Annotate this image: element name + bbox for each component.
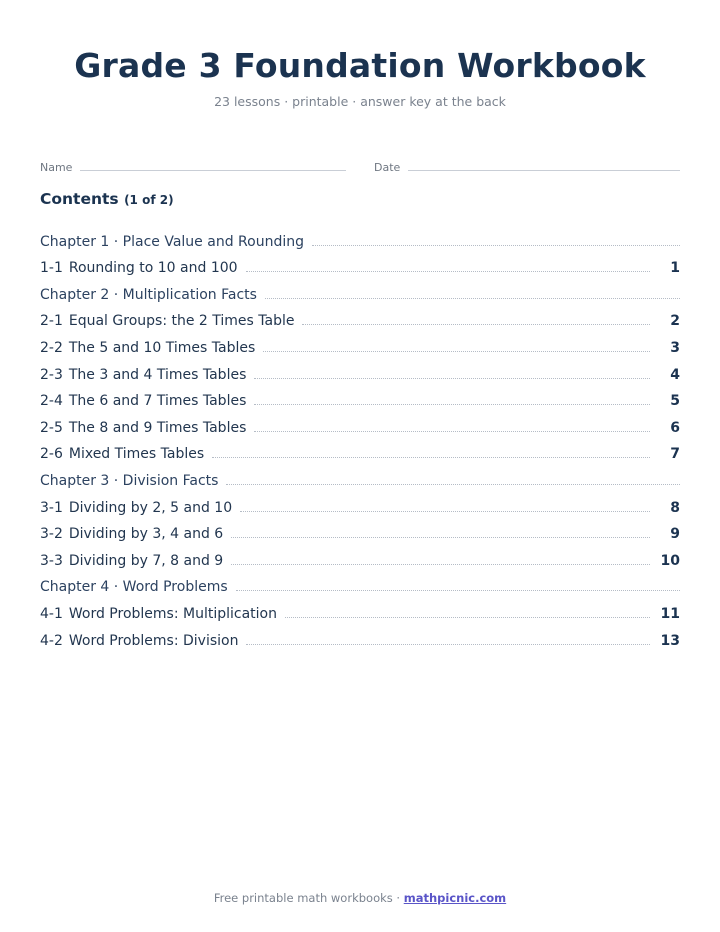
toc-lesson-number: 3-1 — [40, 499, 63, 516]
toc-lesson-row — [40, 543, 680, 570]
workbook-subtitle: 23 lessons · printable · answer key at the back — [214, 94, 506, 109]
toc-chapter-title: Chapter 2 · Multiplication Facts — [40, 286, 257, 303]
toc-dot-leader — [231, 564, 650, 565]
toc-lesson-title — [40, 259, 238, 277]
toc-lesson-number: 2-2 — [40, 339, 63, 356]
toc-chapter-title: Chapter 4 · Word Problems — [40, 579, 228, 596]
toc-page-number: 1 — [670, 260, 680, 277]
name-date-fields — [40, 160, 680, 176]
toc-lesson-label: Dividing by 7, 8 and 9 — [68, 552, 224, 569]
toc-chapter-row — [40, 463, 680, 490]
name-field — [40, 160, 346, 174]
toc-dot-leader — [254, 431, 650, 432]
toc-lesson-title — [40, 392, 246, 410]
toc-lesson-row — [40, 410, 680, 437]
toc-lesson-row — [40, 437, 680, 464]
toc-page-number: 3 — [670, 339, 680, 356]
toc-page-number: 2 — [670, 313, 680, 330]
toc-dot-leader — [254, 404, 650, 405]
toc-dot-leader — [212, 457, 650, 458]
toc-lesson-number: 2-3 — [40, 366, 63, 383]
table-of-contents — [40, 224, 680, 650]
toc-lesson-title — [40, 632, 238, 650]
toc-lesson-row — [40, 330, 680, 357]
name-line — [80, 170, 346, 171]
contents-heading — [40, 190, 174, 208]
toc-lesson-row — [40, 304, 680, 331]
toc-lesson-title — [40, 499, 232, 517]
toc-page-number: 11 — [660, 605, 680, 622]
toc-lesson-number: 1-1 — [40, 260, 63, 277]
toc-lesson-title — [40, 339, 255, 357]
toc-chapter-row — [40, 277, 680, 304]
date-line — [408, 170, 680, 171]
toc-dot-leader — [285, 617, 650, 618]
toc-lesson-row — [40, 384, 680, 411]
toc-dot-leader — [263, 351, 650, 352]
footer — [0, 891, 720, 905]
toc-dot-leader — [312, 245, 680, 246]
toc-lesson-label: The 3 and 4 Times Tables — [68, 366, 247, 383]
toc-lesson-number: 3-2 — [40, 526, 63, 543]
toc-lesson-row — [40, 251, 680, 278]
toc-lesson-title — [40, 312, 294, 330]
toc-chapter-row — [40, 570, 680, 597]
toc-lesson-label: Dividing by 2, 5 and 10 — [68, 499, 233, 516]
toc-lesson-number: 4-2 — [40, 632, 63, 649]
toc-dot-leader — [231, 537, 650, 538]
toc-page-number: 10 — [660, 552, 680, 569]
footer-text: Free printable math workbooks · — [213, 891, 404, 905]
contents-page-indicator: (1 of 2) — [124, 193, 174, 207]
toc-lesson-number: 2-5 — [40, 419, 63, 436]
toc-lesson-label: Word Problems: Multiplication — [68, 605, 277, 622]
toc-lesson-row — [40, 490, 680, 517]
toc-lesson-title — [40, 605, 277, 623]
toc-dot-leader — [265, 298, 680, 299]
toc-lesson-label: The 5 and 10 Times Tables — [68, 339, 256, 356]
toc-page-number: 4 — [670, 366, 680, 383]
toc-lesson-label: Rounding to 10 and 100 — [68, 260, 238, 277]
toc-lesson-title — [40, 366, 246, 384]
toc-lesson-label: Word Problems: Division — [68, 632, 239, 649]
toc-lesson-label: The 8 and 9 Times Tables — [68, 419, 247, 436]
date-label: Date — [374, 161, 401, 174]
toc-dot-leader — [302, 324, 650, 325]
date-field — [374, 160, 680, 174]
toc-lesson-row — [40, 623, 680, 650]
toc-page-number: 9 — [670, 526, 680, 543]
toc-lesson-label: Mixed Times Tables — [68, 446, 205, 463]
toc-lesson-row — [40, 596, 680, 623]
contents-title: Contents — [40, 190, 119, 208]
name-label: Name — [40, 161, 73, 174]
toc-dot-leader — [246, 644, 650, 645]
toc-lesson-label: Equal Groups: the 2 Times Table — [68, 313, 295, 330]
toc-chapter-row — [40, 224, 680, 251]
toc-dot-leader — [236, 590, 680, 591]
toc-lesson-number: 2-4 — [40, 393, 63, 410]
toc-lesson-number: 2-6 — [40, 446, 63, 463]
toc-chapter-title: Chapter 3 · Division Facts — [40, 472, 219, 489]
toc-dot-leader — [254, 378, 650, 379]
toc-lesson-title — [40, 419, 246, 437]
toc-lesson-title — [40, 445, 204, 463]
toc-lesson-number: 3-3 — [40, 552, 63, 569]
toc-lesson-title — [40, 525, 223, 543]
toc-lesson-number: 4-1 — [40, 605, 63, 622]
toc-dot-leader — [240, 511, 650, 512]
toc-lesson-row — [40, 517, 680, 544]
toc-page-number: 5 — [670, 393, 680, 410]
footer-link[interactable]: mathpicnic.com — [403, 891, 507, 905]
toc-page-number: 7 — [670, 446, 680, 463]
toc-lesson-title — [40, 552, 223, 570]
toc-dot-leader — [226, 484, 680, 485]
toc-lesson-row — [40, 357, 680, 384]
toc-lesson-label: The 6 and 7 Times Tables — [68, 393, 247, 410]
toc-page-number: 13 — [660, 632, 680, 649]
toc-page-number: 8 — [670, 499, 680, 516]
toc-dot-leader — [246, 271, 650, 272]
toc-lesson-label: Dividing by 3, 4 and 6 — [68, 526, 224, 543]
toc-chapter-title: Chapter 1 · Place Value and Rounding — [40, 233, 304, 250]
toc-lesson-number: 2-1 — [40, 313, 63, 330]
toc-page-number: 6 — [670, 419, 680, 436]
workbook-title: Grade 3 Foundation Workbook — [74, 46, 646, 85]
